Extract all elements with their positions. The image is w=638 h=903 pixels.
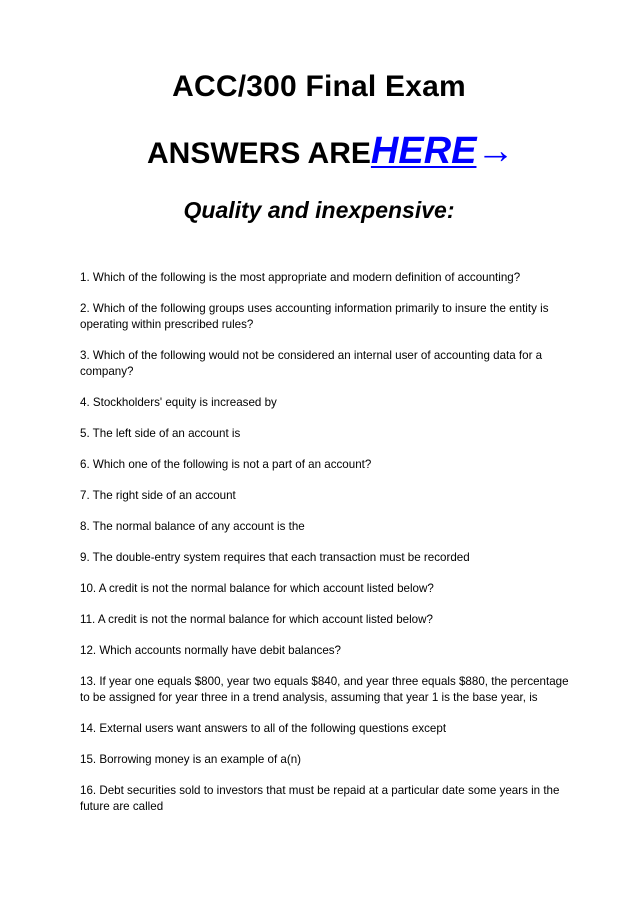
- question-list: [80, 270, 580, 830]
- here-link[interactable]: [371, 130, 515, 172]
- question-item: 16. Debt securities sold to investors that must be repaid at a particular date some years in the future are called: [80, 784, 560, 813]
- subtitle: Quality and inexpensive:: [183, 197, 455, 223]
- question-item: 3. Which of the following would not be considered an internal user of accounting data for a company?: [80, 349, 543, 378]
- question-item: 14. External users want answers to all of the following questions except: [80, 722, 447, 735]
- question-item: 5. The left side of an account is: [80, 427, 241, 440]
- question-item: 6. Which one of the following is not a part of an account?: [80, 458, 372, 471]
- question-item: 2. Which of the following groups uses accounting information primarily to insure the entity is operating within prescribed rules?: [80, 302, 549, 331]
- question-item: 8. The normal balance of any account is the: [80, 520, 305, 533]
- question-item: 7. The right side of an account: [80, 489, 236, 502]
- answers-label: ANSWERS ARE: [147, 137, 371, 170]
- arrow-right-icon: →: [476, 130, 515, 172]
- question-item: 10. A credit is not the normal balance for which account listed below?: [80, 582, 434, 595]
- question-item: 1. Which of the following is the most appropriate and modern definition of accounting?: [80, 271, 521, 284]
- question-item: 12. Which accounts normally have debit balances?: [80, 644, 342, 657]
- question-item: 11. A credit is not the normal balance for which account listed below?: [80, 613, 433, 626]
- question-item: 13. If year one equals $800, year two equals $840, and year three equals $880, the percentage to be assigned for year three in a trend analysis, assuming that year 1 is the base year, is: [80, 675, 569, 704]
- question-item: 9. The double-entry system requires that each transaction must be recorded: [80, 551, 470, 564]
- here-link-label: HERE: [370, 130, 477, 172]
- page-title: ACC/300 Final Exam: [172, 70, 466, 103]
- question-item: 4. Stockholders' equity is increased by: [80, 396, 277, 409]
- question-item: 15. Borrowing money is an example of a(n): [80, 753, 302, 766]
- answers-line: [147, 130, 514, 173]
